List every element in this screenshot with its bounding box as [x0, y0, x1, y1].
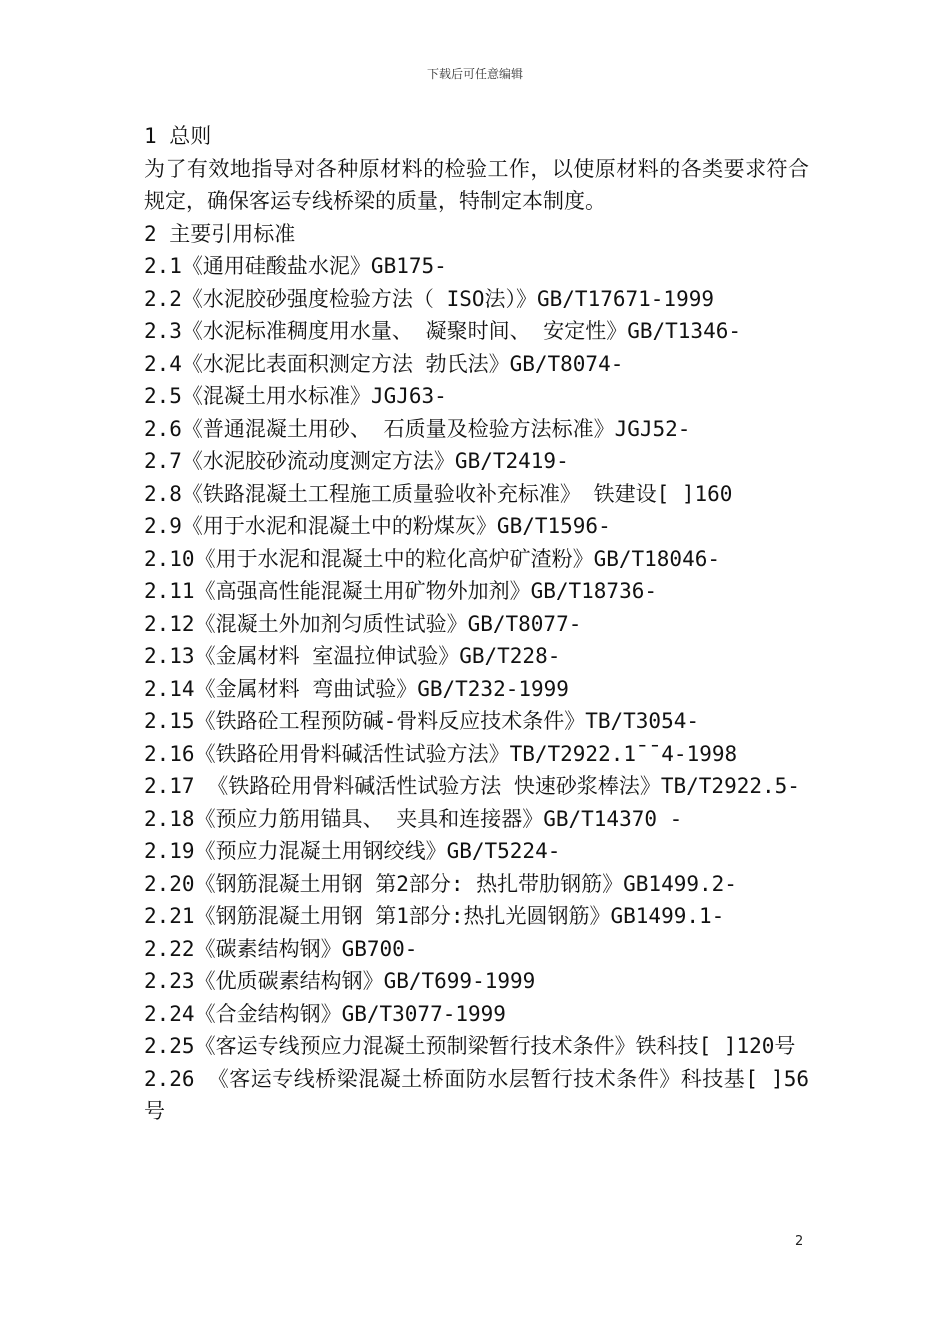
reference-item: 2.13《金属材料 室温拉伸试验》GB/T228-	[144, 644, 561, 668]
reference-item: 2.8《铁路混凝土工程施工质量验收补充标准》 铁建设[ ]160	[144, 481, 733, 506]
page-number: 2	[795, 1234, 804, 1249]
reference-item: 2.4《水泥比表面积测定方法 勃氏法》GB/T8074-	[144, 351, 624, 376]
reference-item: 2.6《普通混凝土用砂、 石质量及检验方法标准》JGJ52-	[144, 416, 691, 441]
reference-item: 2.19《预应力混凝土用钢绞线》GB/T5224-	[144, 839, 561, 863]
reference-list	[144, 250, 809, 1128]
document-body	[144, 120, 809, 1128]
reference-item: 2.26 《客运专线桥梁混凝土桥面防水层暂行技术条件》科技基[ ]56号	[144, 1066, 809, 1123]
reference-item: 2.22《碳素结构钢》GB700-	[144, 936, 418, 961]
reference-item: 2.25《客运专线预应力混凝土预制梁暂行技术条件》铁科技[ ]120号	[144, 1034, 796, 1058]
reference-item: 2.11《高强高性能混凝土用矿物外加剂》GB/T18736-	[144, 579, 658, 603]
section-1-paragraph: 为了有效地指导对各种原材料的检验工作，以使原材料的各类要求符合规定，确保客运专线桥梁的质量，特制定本制度。	[144, 156, 809, 213]
reference-item: 2.21《钢筋混凝土用钢 第1部分:热扎光圆钢筋》GB1499.1-	[144, 904, 725, 928]
reference-item: 2.9《用于水泥和混凝土中的粉煤灰》GB/T1596-	[144, 514, 611, 538]
reference-item: 2.1《通用硅酸盐水泥》GB175-	[144, 254, 447, 278]
reference-item: 2.16《铁路砼用骨料碱活性试验方法》TB/T2922.1¯¯4-1998	[144, 741, 738, 766]
reference-item: 2.5《混凝土用水标准》JGJ63-	[144, 384, 447, 408]
page-header: 下载后可任意编辑	[426, 67, 523, 81]
reference-item: 2.17 《铁路砼用骨料碱活性试验方法 快速砂浆棒法》TB/T2922.5-	[144, 774, 800, 798]
reference-item: 2.2《水泥胶砂强度检验方法（ ISO法）》GB/T17671-1999	[144, 286, 715, 311]
reference-item: 2.7《水泥胶砂流动度测定方法》GB/T2419-	[144, 449, 569, 473]
reference-item: 2.15《铁路砼工程预防碱-骨料反应技术条件》TB/T3054-	[144, 709, 700, 733]
reference-item: 2.20《钢筋混凝土用钢 第2部分: 热扎带肋钢筋》GB1499.2-	[144, 871, 737, 896]
reference-item: 2.24《合金结构钢》GB/T3077-1999	[144, 1001, 506, 1026]
reference-item: 2.12《混凝土外加剂匀质性试验》GB/T8077-	[144, 611, 582, 636]
section-1-heading: 1 总则	[144, 124, 212, 148]
reference-item: 2.3《水泥标准稠度用水量、 凝聚时间、 安定性》GB/T1346-	[144, 319, 742, 343]
reference-item: 2.18《预应力筋用锚具、 夹具和连接器》GB/T14370 -	[144, 806, 683, 831]
section-2-heading: 2 主要引用标准	[144, 221, 296, 246]
reference-item: 2.10《用于水泥和混凝土中的粒化高炉矿渣粉》GB/T18046-	[144, 546, 721, 571]
reference-item: 2.14《金属材料 弯曲试验》GB/T232-1999	[144, 676, 569, 701]
reference-item: 2.23《优质碳素结构钢》GB/T699-1999	[144, 969, 536, 993]
